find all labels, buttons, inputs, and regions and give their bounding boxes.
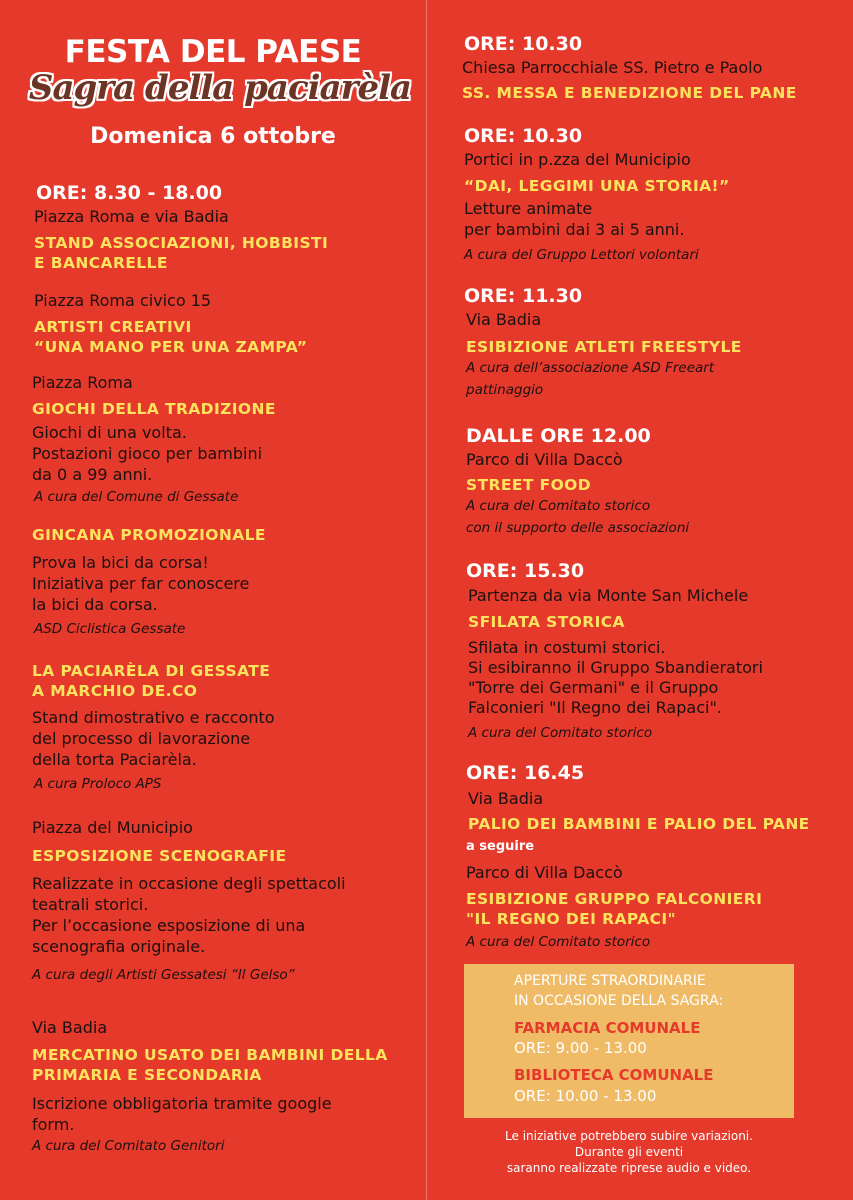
time-label: ORE: 8.30 - 18.00 <box>36 182 223 204</box>
event-title: SS. MESSA E BENEDIZIONE DEL PANE <box>462 84 797 102</box>
location: Via Badia <box>468 789 544 808</box>
pharmacy-hours: ORE: 9.00 - 13.00 <box>514 1039 647 1057</box>
event-description: Iniziativa per far conoscere <box>32 574 250 593</box>
event-title: LA PACIARÈLA DI GESSATE <box>32 662 271 680</box>
event-credit: A cura del Gruppo Lettori volontari <box>464 247 699 263</box>
disclaimer-line: Le iniziative potrebbero subire variazioni. <box>505 1129 753 1143</box>
event-credit: A cura del Comitato Genitori <box>32 1138 225 1154</box>
event-description: da 0 a 99 anni. <box>32 465 153 484</box>
event-credit: pattinaggio <box>466 382 544 398</box>
event-description: Sfilata in costumi storici. <box>468 638 666 657</box>
event-credit: ASD Ciclistica Gessate <box>34 621 186 637</box>
location: Parco di Villa Daccò <box>466 863 623 882</box>
special-openings-box <box>464 964 794 1118</box>
library-label: BIBLIOTECA COMUNALE <box>514 1066 714 1084</box>
event-description: Giochi di una volta. <box>32 423 187 442</box>
event-credit: A cura del Comune di Gessate <box>34 489 239 505</box>
event-title: PALIO DEI BAMBINI E PALIO DEL PANE <box>468 815 810 833</box>
disclaimer-note <box>464 1128 794 1176</box>
event-title: ESIBIZIONE GRUPPO FALCONIERI <box>466 890 763 908</box>
disclaimer-line: Durante gli eventi <box>574 1145 684 1159</box>
event-description: della torta Paciarèla. <box>32 750 197 769</box>
event-description: scenografia originale. <box>32 937 206 956</box>
pharmacy-label: FARMACIA COMUNALE <box>514 1019 701 1037</box>
location: Via Badia <box>466 310 542 329</box>
event-credit: A cura Proloco APS <box>34 776 162 792</box>
location: Piazza Roma civico 15 <box>34 291 212 310</box>
location: Piazza Roma <box>32 373 133 392</box>
event-title: SFILATA STORICA <box>468 613 625 631</box>
location: Piazza Roma e via Badia <box>34 207 229 226</box>
event-description: Falconieri "Il Regno dei Rapaci". <box>468 698 722 717</box>
box-heading: IN OCCASIONE DELLA SAGRA: <box>514 993 724 1009</box>
event-credit: con il supporto delle associazioni <box>466 520 690 536</box>
library-hours: ORE: 10.00 - 13.00 <box>514 1087 657 1105</box>
page-title: FESTA DEL PAESE <box>64 34 362 70</box>
time-label: ORE: 11.30 <box>464 285 583 307</box>
event-description: la bici da corsa. <box>32 595 158 614</box>
location: Via Badia <box>32 1018 108 1037</box>
disclaimer-line: saranno realizzate riprese audio e video. <box>506 1161 752 1175</box>
event-credit: A cura dell’associazione ASD Freeart <box>466 360 715 376</box>
event-title: "IL REGNO DEI RAPACI" <box>466 910 677 928</box>
event-credit: A cura degli Artisti Gessatesi “Il Gelso” <box>32 967 295 983</box>
event-description: Si esibiranno il Gruppo Sbandieratori <box>468 658 763 677</box>
event-title: STREET FOOD <box>466 476 592 494</box>
time-label: DALLE ORE 12.00 <box>466 425 651 447</box>
event-date: Domenica 6 ottobre <box>90 124 336 149</box>
box-heading: APERTURE STRAORDINARIE <box>514 973 706 989</box>
follow-up-label: a seguire <box>466 839 535 854</box>
time-label: ORE: 10.30 <box>464 125 583 147</box>
event-description: Stand dimostrativo e racconto <box>32 708 275 727</box>
event-description: teatrali storici. <box>32 895 149 914</box>
event-title: GIOCHI DELLA TRADIZIONE <box>32 400 276 418</box>
column-divider <box>426 0 427 1200</box>
event-description: "Torre dei Germani" e il Gruppo <box>468 678 719 697</box>
time-label: ORE: 15.30 <box>466 560 585 582</box>
event-title: E BANCARELLE <box>34 254 168 272</box>
location: Chiesa Parrocchiale SS. Pietro e Paolo <box>462 58 763 77</box>
event-description: Postazioni gioco per bambini <box>32 444 263 463</box>
event-title: “UNA MANO PER UNA ZAMPA” <box>34 338 308 356</box>
event-description: Prova la bici da corsa! <box>32 553 209 572</box>
event-title: STAND ASSOCIAZIONI, HOBBISTI <box>34 234 329 252</box>
location: Parco di Villa Daccò <box>466 450 623 469</box>
event-description: Iscrizione obbligatoria tramite google <box>32 1094 332 1113</box>
location: Portici in p.zza del Municipio <box>464 150 691 169</box>
event-title: ARTISTI CREATIVI <box>34 318 192 336</box>
time-label: ORE: 10.30 <box>464 33 583 55</box>
event-title: “DAI, LEGGIMI UNA STORIA!” <box>464 177 730 195</box>
event-title: ESIBIZIONE ATLETI FREESTYLE <box>466 338 742 356</box>
event-title: ESPOSIZIONE SCENOGRAFIE <box>32 847 287 865</box>
event-description: form. <box>32 1115 75 1134</box>
event-description: per bambini dai 3 ai 5 anni. <box>464 220 685 239</box>
time-label: ORE: 16.45 <box>466 762 585 784</box>
page-subtitle: Sagra della paciarèla <box>28 68 412 108</box>
event-credit: A cura del Comitato storico <box>466 498 651 514</box>
event-title: PRIMARIA E SECONDARIA <box>32 1066 262 1084</box>
location: Piazza del Municipio <box>32 818 193 837</box>
event-credit: A cura del Comitato storico <box>468 725 653 741</box>
event-credit: A cura del Comitato storico <box>466 934 651 950</box>
event-description: del processo di lavorazione <box>32 729 251 748</box>
event-description: Realizzate in occasione degli spettacoli <box>32 874 346 893</box>
event-title: MERCATINO USATO DEI BAMBINI DELLA <box>32 1046 388 1064</box>
event-description: Per l’occasione esposizione di una <box>32 916 306 935</box>
event-title: GINCANA PROMOZIONALE <box>32 526 266 544</box>
event-title: A MARCHIO DE.CO <box>32 682 198 700</box>
event-description: Letture animate <box>464 199 593 218</box>
location: Partenza da via Monte San Michele <box>468 586 749 605</box>
